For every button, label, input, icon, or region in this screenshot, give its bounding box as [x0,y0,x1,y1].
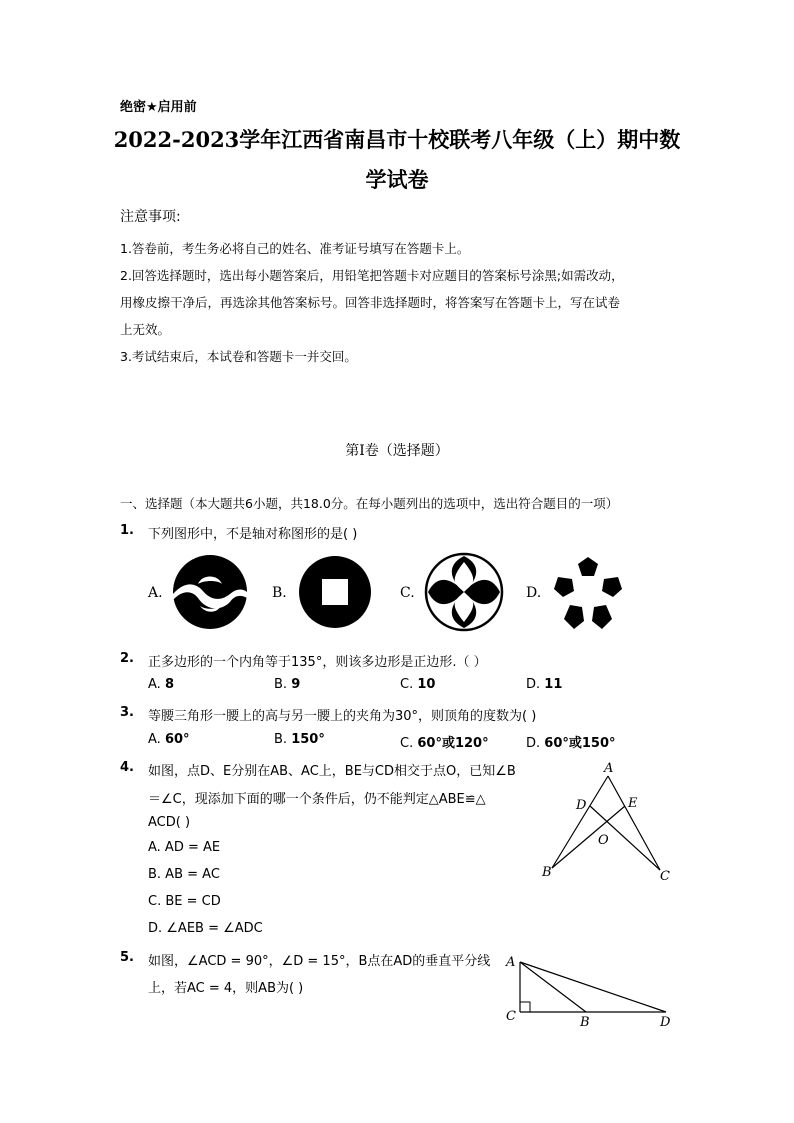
q2-option-a: A. 8 [148,677,174,692]
q2-text: 正多边形的一个内角等于135°，则该多边形是正边形.（ ） [148,655,487,670]
q3-option-d: D. 60°或150° [526,736,616,751]
q4-option-b: B. AB = AC [148,867,220,882]
q1-figure-b-coin-icon [298,555,372,629]
notice-item-3: 3.考试结束后，本试卷和答题卡一并交回。 [120,349,357,364]
q1-number: 1. [120,523,134,538]
q4-option-c: C. BE = CD [148,894,221,909]
q1-text: 下列图形中，不是轴对称图形的是( ) [148,527,358,542]
q4-number: 4. [120,760,134,775]
q4-line2: ＝∠C，现添加下面的哪一个条件后，仍不能判定△ABE≌△ [148,792,486,807]
q1-figure-c-petal-icon [424,552,504,632]
q5-label-a: A [506,955,516,970]
q5-label-d: D [660,1015,671,1030]
notice-item-2-line1: 2.回答选择题时，选出每小题答案后，用铅笔把答题卡对应题目的答案标号涂黑;如需改动， [120,268,624,283]
q2-option-d: D. 11 [526,677,563,692]
q4-triangle-figure [538,762,678,887]
q3-option-b: B. 150° [274,732,325,747]
q4-label-e: E [628,796,638,811]
notice-item-1: 1.答卷前，考生务必将自己的姓名、准考证号填写在答题卡上。 [120,241,470,256]
q2-number: 2. [120,651,134,666]
q5-number: 5. [120,950,134,965]
section-title: 一、选择题（本大题共6小题，共18.0分。在每小题列出的选项中，选出符合题目的一项） [120,496,619,511]
q5-line2: 上，若AC = 4，则AB为( ) [148,981,304,996]
q1-figure-a-yinyang-icon [172,554,248,630]
q4-line1: 如图，点D、E分别在AB、AC上，BE与CD相交于点O，已知∠B [148,764,516,779]
q4-option-d: D. ∠AEB = ∠ADC [148,921,263,936]
q1-option-a-label: A. [148,585,163,601]
notice-item-2-line2: 用橡皮擦干净后，再选涂其他答案标号。回答非选择题时，将答案写在答题卡上，写在试卷 [120,295,621,310]
q3-text: 等腰三角形一腰上的高与另一腰上的夹角为30°，则顶角的度数为( ) [148,709,537,724]
q3-option-a: A. 60° [148,732,190,747]
q4-label-a: A [604,762,614,776]
notice-heading: 注意事项: [120,209,181,225]
confidential-mark: 绝密★启用前 [120,100,197,115]
q1-figure-d-pentagons-icon [548,553,628,633]
q4-option-a: A. AD = AE [148,840,221,855]
q5-label-c: C [506,1009,516,1024]
q4-line3: ACD( ) [148,815,191,830]
q1-option-c-label: C. [400,585,415,601]
q4-label-o: O [598,833,609,848]
q1-option-d-label: D. [526,585,542,601]
q2-option-b: B. 9 [274,677,301,692]
exam-title-line1: 2022-2023学年江西省南昌市十校联考八年级（上）期中数 [113,127,681,152]
q2-option-c: C. 10 [400,677,436,692]
q3-option-c: C. 60°或120° [400,736,489,751]
exam-title-line2: 学试卷 [365,167,429,192]
q5-label-b: B [580,1015,590,1030]
q4-label-c: C [660,869,670,884]
q5-line1: 如图，∠ACD = 90°，∠D = 15°，B点在AD的垂直平分线 [148,954,491,969]
notice-item-2 [120,262,680,343]
q4-label-b: B [542,865,552,880]
q3-number: 3. [120,705,134,720]
q4-label-d: D [576,798,587,813]
q1-option-b-label: B. [272,585,287,601]
notice-item-2-line3: 上无效。 [120,322,171,337]
q5-right-triangle-figure [500,950,680,1030]
part-title: 第I卷（选择题） [345,443,449,459]
